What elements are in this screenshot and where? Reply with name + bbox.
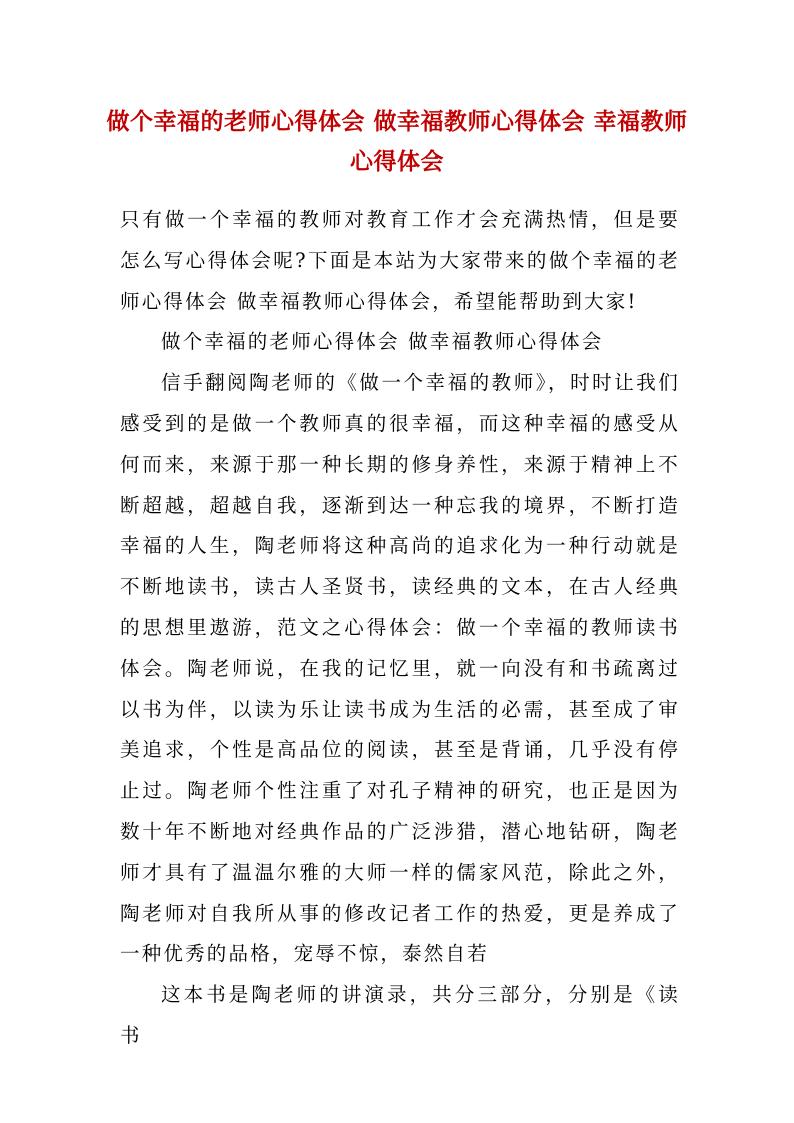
body-paragraph-2: 这本书是陶老师的讲演录，共分三部分，分别是《读书 [120, 983, 680, 1047]
intro-paragraph: 只有做一个幸福的教师对教育工作才会充满热情，但是要怎么写心得体会呢?下面是本站为大家带来的做个幸福的老师心得体会 做幸福教师心得体会，希望能帮助到大家! [120, 208, 680, 313]
body-paragraph-1: 信手翻阅陶老师的《做一个幸福的教师》，时时让我们感受到的是做一个教师真的很幸福，而这种幸福的感受从何而来，来源于那一种长期的修身养性，来源于精神上不断超越，超越自我，逐渐到达一种忘我的境界，不断打造幸福的人生，陶老师将这种高尚的追求化为一种行动就是不断地读书，读古人圣贤书，读经典的文本，在古人经典的思想里遨游，范文之心得体会：做一个幸福的教师读书体会。陶老师说，在我的记忆里，就一向没有和书疏离过以书为伴，以读为乐让读书成为生活的必需，甚至成了审美追求，个性是高品位的阅读，甚至是背诵，几乎没有停止过。陶老师个性注重了对孔子精神的研究，也正是因为数十年不断地对经典作品的广泛涉猎，潜心地钻研，陶老师才具有了温温尔雅的大师一样的儒家风范，除此之外，陶老师对自我所从事的修改记者工作的热爱，更是养成了一种优秀的品格，宠辱不惊，泰然自若 [120, 371, 680, 966]
document-body [120, 200, 680, 1057]
subheading: 做个幸福的老师心得体会 做幸福教师心得体会 [161, 330, 604, 354]
document-title: 做个幸福的老师心得体会 做幸福教师心得体会 幸福教师心得体会 [106, 108, 688, 175]
